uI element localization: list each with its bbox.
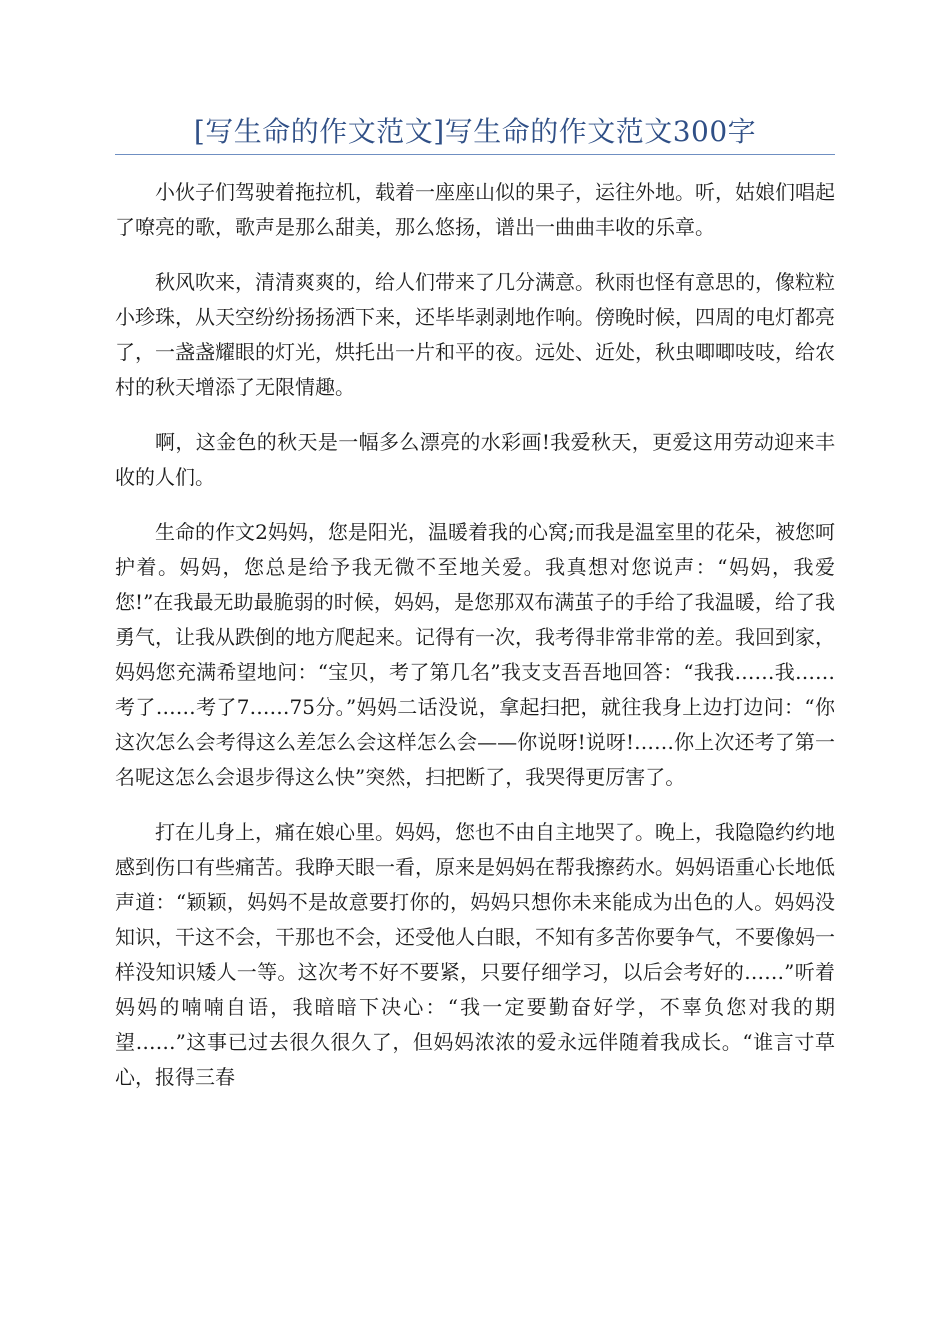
document-body xyxy=(115,175,835,1115)
document-title: [写生命的作文范文]写生命的作文范文300字 xyxy=(193,115,757,148)
title-underline xyxy=(115,154,835,155)
paragraph-3: 啊，这金色的秋天是一幅多么漂亮的水彩画!我爱秋天，更爱这用劳动迎来丰收的人们。 xyxy=(115,430,835,489)
document-page xyxy=(115,0,835,1344)
paragraph-2: 秋风吹来，清清爽爽的，给人们带来了几分满意。秋雨也怪有意思的，像粒粒小珍珠，从天空纷纷扬扬洒下来，还毕毕剥剥地作响。傍晚时候，四周的电灯都亮了，一盏盏耀眼的灯光，烘托出一片和平的夜。远处、近处，秋虫唧唧吱吱，给农村的秋天增添了无限情趣。 xyxy=(115,270,835,399)
paragraph-1: 小伙子们驾驶着拖拉机，载着一座座山似的果子，运往外地。听，姑娘们唱起了嘹亮的歌，歌声是那么甜美，那么悠扬，谱出一曲曲丰收的乐章。 xyxy=(115,180,835,239)
paragraph-4: 生命的作文2妈妈，您是阳光，温暖着我的心窝;而我是温室里的花朵，被您呵护着。妈妈，您总是给予我无微不至地关爱。我真想对您说声：“妈妈，我爱您!”在我最无助最脆弱的时候，妈妈，是您那双布满茧子的手给了我温暖，给了我勇气，让我从跌倒的地方爬起来。记得有一次，我考得非常非常的差。我回到家，妈妈您充满希望地问：“宝贝，考了第几名”我支支吾吾地回答：“我我……我……考了……考了7……75分。”妈妈二话没说，拿起扫把，就往我身上边打边问：“你这次怎么会考得这么差怎么会这样怎么会——你说呀!说呀!……你上次还考了第一名呢这怎么会退步得这么快”突然，扫把断了，我哭得更厉害了。 xyxy=(115,520,835,789)
paragraph-5: 打在儿身上，痛在娘心里。妈妈，您也不由自主地哭了。晚上，我隐隐约约地感到伤口有些痛苦。我睁天眼一看，原来是妈妈在帮我擦药水。妈妈语重心长地低声道：“颖颖，妈妈不是故意要打你的，妈妈只想你未来能成为出色的人。妈妈没知识，干这不会，干那也不会，还受他人白眼，不知有多苦你要争气，不要像妈一样没知识矮人一等。这次考不好不要紧，只要仔细学习，以后会考好的……”听着妈妈的喃喃自语，我暗暗下决心：“我一定要勤奋好学，不辜负您对我的期望……”这事已过去很久很久了，但妈妈浓浓的爱永远伴随着我成长。“谁言寸草心，报得三春 xyxy=(115,820,835,1089)
